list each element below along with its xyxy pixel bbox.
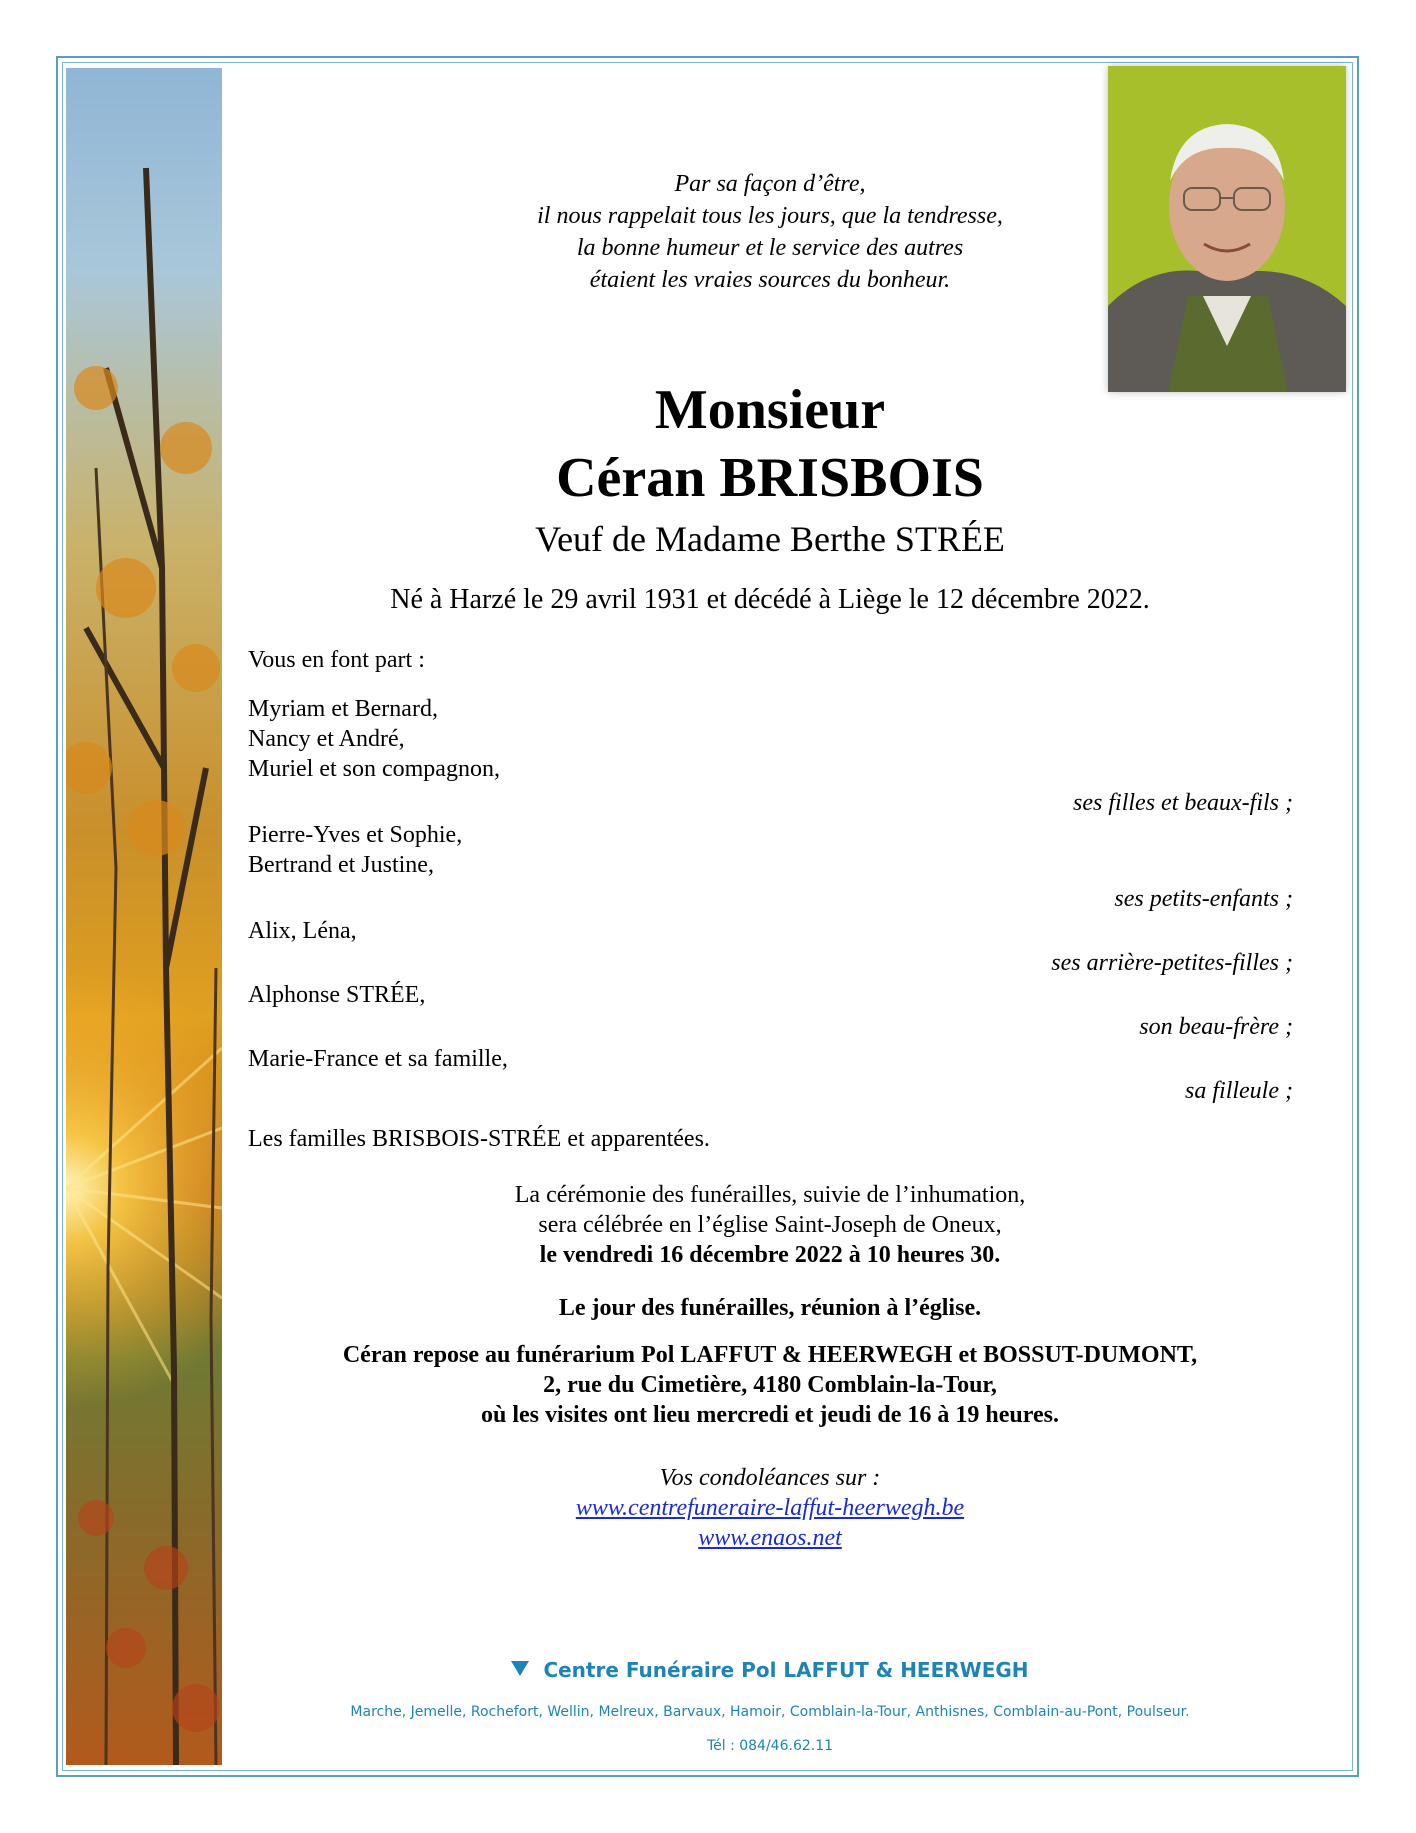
family-relation: ses filles et beaux-fils ; <box>1073 790 1293 816</box>
ceremony-date: le vendredi 16 décembre 2022 à 10 heures 30. <box>539 1242 1001 1268</box>
quote-line: la bonne humeur et le service des autres <box>576 235 964 261</box>
family-member: Nancy et André, <box>248 726 405 752</box>
widow-of: Veuf de Madame Berthe STRÉE <box>535 519 1005 559</box>
portrait-photo <box>1108 66 1346 392</box>
condolences-link-laffut[interactable]: www.centrefuneraire-laffut-heerwegh.be <box>575 1495 965 1521</box>
visitation-line: 2, rue du Cimetière, 4180 Comblain-la-Tour, <box>543 1372 997 1398</box>
quote-line: il nous rappelait tous les jours, que la tendresse, <box>537 203 1003 229</box>
family-member: Marie-France et sa famille, <box>248 1046 508 1072</box>
announcement-intro: Vous en font part : <box>248 647 425 673</box>
family-relation: ses arrière-petites-filles ; <box>1051 950 1293 976</box>
triangle-down-icon <box>511 1661 529 1676</box>
condolences-block <box>270 1463 1270 1553</box>
visitation-info <box>270 1340 1270 1430</box>
visitation-line: où les visites ont lieu mercredi et jeudi de 16 à 19 heures. <box>481 1402 1059 1428</box>
quote-line: étaient les vraies sources du bonheur. <box>589 267 951 293</box>
families-line: Les familles BRISBOIS-STRÉE et apparentées. <box>248 1126 710 1152</box>
family-member: Muriel et son compagnon, <box>248 756 500 782</box>
deceased-name: Céran BRISBOIS <box>556 447 984 509</box>
family-member: Myriam et Bernard, <box>248 696 438 722</box>
footer-locations: Marche, Jemelle, Rochefort, Wellin, Melreux, Barvaux, Hamoir, Comblain-la-Tour, Anthisnes, Comblain-au-Pont, Poulseur. <box>350 1704 1190 1720</box>
meeting-note: Le jour des funérailles, réunion à l’église. <box>558 1295 982 1321</box>
family-relation: ses petits-enfants ; <box>1114 886 1293 912</box>
condolences-label: Vos condoléances sur : <box>659 1465 881 1491</box>
ceremony-line: sera célébrée en l’église Saint-Joseph de Oneux, <box>538 1212 1002 1238</box>
footer-company-name: Centre Funéraire Pol LAFFUT & HEERWEGH <box>543 1658 1029 1682</box>
footer-company <box>270 1658 1270 1682</box>
family-member: Bertrand et Justine, <box>248 852 434 878</box>
epitaph-quote <box>420 168 1120 296</box>
family-member: Pierre-Yves et Sophie, <box>248 822 463 848</box>
quote-line: Par sa façon d’être, <box>674 171 866 197</box>
footer-phone: Tél : 084/46.62.11 <box>706 1738 834 1754</box>
family-relation: sa filleule ; <box>1185 1078 1293 1104</box>
birth-death-dates: Né à Harzé le 29 avril 1931 et décédé à Liège le 12 décembre 2022. <box>390 584 1150 615</box>
visitation-line: Céran repose au funérarium Pol LAFFUT & HEERWEGH et BOSSUT-DUMONT, <box>342 1342 1198 1368</box>
autumn-forest-image <box>66 68 222 1765</box>
honorific: Monsieur <box>654 379 886 441</box>
family-member: Alix, Léna, <box>248 918 357 944</box>
family-relation: son beau-frère ; <box>1139 1014 1293 1040</box>
ceremony-info <box>270 1180 1270 1270</box>
family-member: Alphonse STRÉE, <box>248 982 426 1008</box>
ceremony-line: La cérémonie des funérailles, suivie de l’inhumation, <box>514 1182 1026 1208</box>
condolences-link-enaos[interactable]: www.enaos.net <box>698 1525 842 1551</box>
